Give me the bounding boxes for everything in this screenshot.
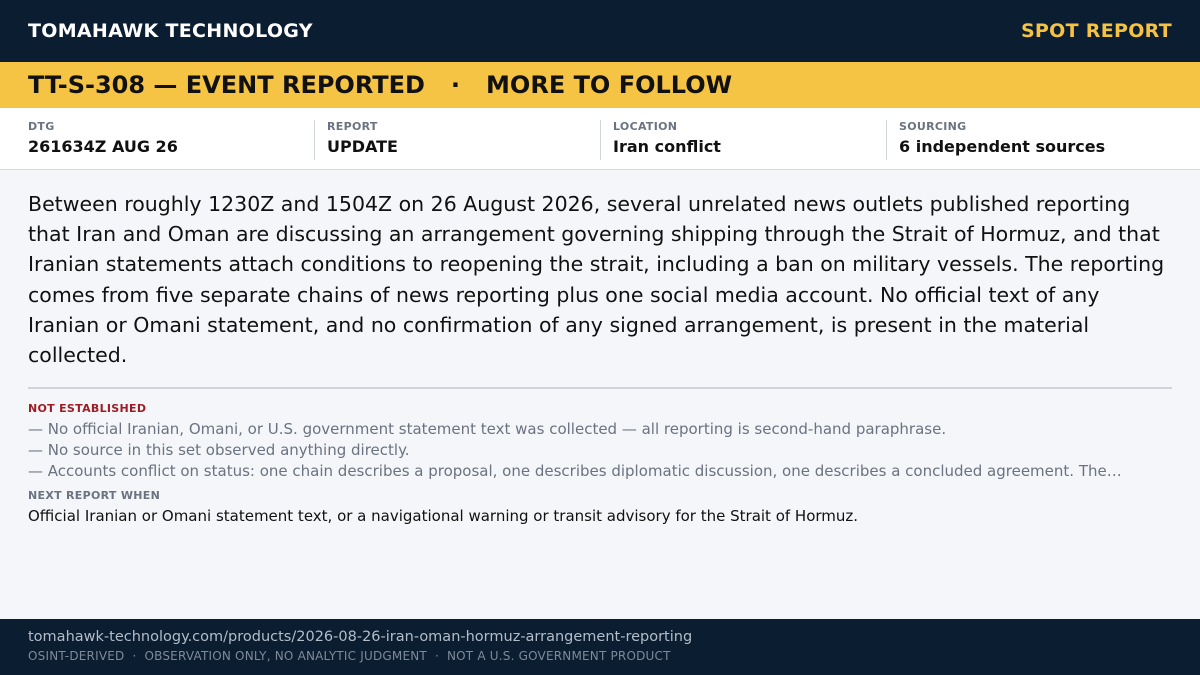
section-divider bbox=[28, 387, 1172, 389]
meta-label: REPORT bbox=[327, 120, 378, 133]
meta-sourcing bbox=[886, 120, 1172, 160]
report-id-status: TT-S-308 — EVENT REPORTED bbox=[28, 71, 425, 99]
next-report-text: Official Iranian or Omani statement text, or a navigational warning or transit advisory for the Strait of Hormuz. bbox=[28, 507, 859, 525]
metadata-row bbox=[0, 108, 1200, 170]
footer bbox=[0, 619, 1200, 675]
not-established-label: NOT ESTABLISHED bbox=[28, 402, 147, 415]
footer-tags bbox=[28, 649, 1172, 663]
follow-status: MORE TO FOLLOW bbox=[486, 71, 733, 99]
meta-value: 6 independent sources bbox=[899, 137, 1106, 156]
list-item: — No source in this set observed anything directly. bbox=[28, 441, 410, 459]
report-summary: Between roughly 1230Z and 1504Z on 26 August 2026, several unrelated news outlets published reporting that Iran and Oman are discussing an arrangement governing shipping through the Strait of Hormuz, and that Iranian statements attach conditions to reopening the strait, including a ban on military vessels. The reporting comes from five separate chains of news reporting plus one social media account. No official text of any Iranian or Omani statement, and no confirmation of any signed arrangement, is present in the material collected. bbox=[28, 192, 1165, 368]
banner-separator: · bbox=[450, 71, 461, 99]
meta-report bbox=[314, 120, 600, 160]
meta-value: Iran conflict bbox=[613, 137, 721, 156]
top-bar bbox=[0, 0, 1200, 62]
meta-label: LOCATION bbox=[613, 120, 678, 133]
list-item: — Accounts conflict on status: one chain describes a proposal, one describes diplomatic discussion, one describes a concluded agreement. The… bbox=[28, 462, 1122, 480]
footer-tag: OSINT-DERIVED bbox=[28, 649, 125, 663]
tag-separator: · bbox=[132, 649, 137, 663]
brand-name: TOMAHAWK TECHNOLOGY bbox=[28, 20, 313, 42]
meta-value: 261634Z AUG 26 bbox=[28, 137, 178, 156]
status-banner bbox=[0, 62, 1200, 108]
footer-tag: NOT A U.S. GOVERNMENT PRODUCT bbox=[446, 649, 671, 663]
meta-location bbox=[600, 120, 886, 160]
meta-value: UPDATE bbox=[327, 137, 398, 156]
tag-separator: · bbox=[434, 649, 439, 663]
footer-tag: OBSERVATION ONLY, NO ANALYTIC JUDGMENT bbox=[144, 649, 427, 663]
next-report-label: NEXT REPORT WHEN bbox=[28, 489, 161, 502]
meta-label: SOURCING bbox=[899, 120, 967, 133]
not-established-list bbox=[28, 419, 1172, 482]
meta-dtg bbox=[28, 120, 314, 160]
meta-label: DTG bbox=[28, 120, 55, 133]
list-item: — No official Iranian, Omani, or U.S. government statement text was collected — all reporting is second-hand paraphrase. bbox=[28, 420, 947, 438]
footer-url: tomahawk-technology.com/products/2026-08-26-iran-oman-hormuz-arrangement-reporting bbox=[28, 629, 693, 645]
report-kind: SPOT REPORT bbox=[1020, 20, 1172, 42]
